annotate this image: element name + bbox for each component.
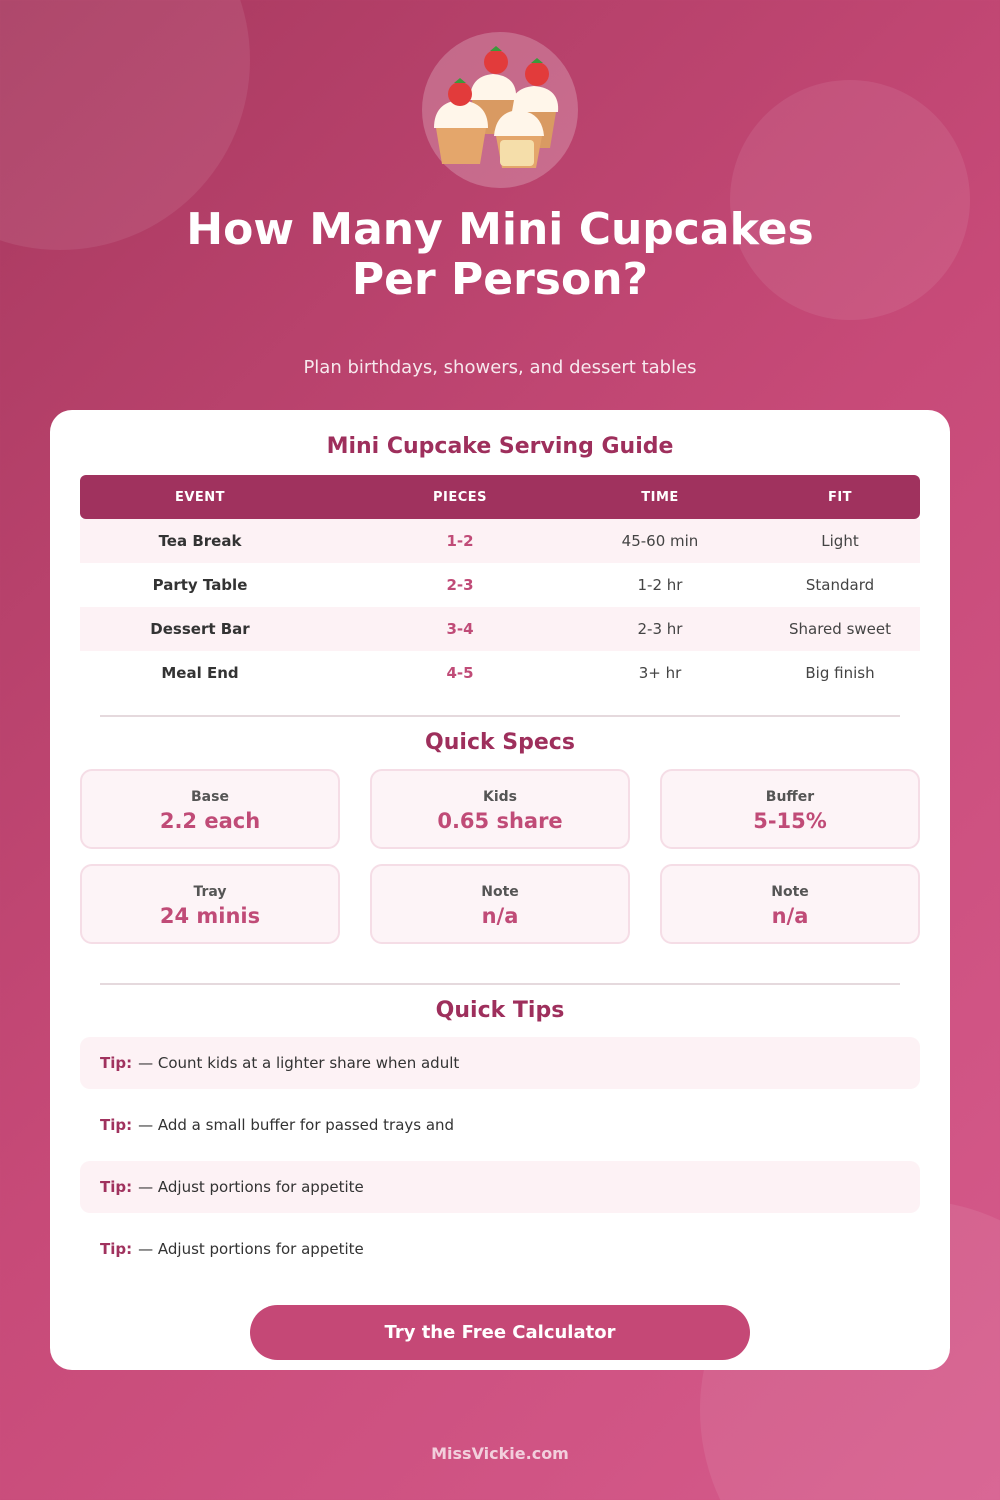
quick-tips-title: Quick Tips: [435, 998, 565, 1023]
spec-value: 5-15%: [753, 809, 827, 833]
spec-card: [370, 769, 630, 849]
tip-item: [80, 1099, 920, 1151]
spec-card: [80, 769, 340, 849]
tip-label: Tip:: [100, 1116, 133, 1134]
serving-table: [80, 475, 920, 695]
fit-cell: Light: [821, 532, 859, 550]
content-card: [50, 410, 950, 1370]
tip-label: Tip:: [100, 1240, 133, 1258]
page-title: How Many Mini Cupcakes Per Person?: [186, 204, 814, 305]
divider: [100, 983, 900, 985]
pieces-cell: 4-5: [446, 664, 474, 682]
time-cell: 3+ hr: [638, 664, 682, 682]
calculator-button[interactable]: Try the Free Calculator: [250, 1305, 750, 1360]
tip-text: — Count kids at a lighter share when adult: [138, 1054, 460, 1072]
spec-value: 24 minis: [159, 904, 261, 928]
serving-guide-title: Mini Cupcake Serving Guide: [326, 434, 674, 459]
spec-label: Tray: [193, 884, 227, 900]
footer-brand[interactable]: MissVickie.com: [431, 1444, 569, 1463]
time-cell: 1-2 hr: [637, 576, 683, 594]
cupcakes-icon: [422, 32, 578, 188]
column-header-fit: FIT: [827, 489, 853, 505]
table-row: [80, 607, 920, 651]
spec-label: Note: [481, 884, 519, 900]
table-row: [80, 519, 920, 563]
spec-card: [80, 864, 340, 944]
spec-card: [660, 769, 920, 849]
spec-value: n/a: [481, 904, 519, 928]
event-cell: Party Table: [152, 576, 248, 594]
event-cell: Tea Break: [158, 532, 242, 550]
quick-specs-title: Quick Specs: [425, 730, 575, 755]
column-header-pieces: PIECES: [432, 489, 488, 505]
spec-label: Base: [191, 789, 229, 805]
spec-value: n/a: [771, 904, 809, 928]
tip-label: Tip:: [100, 1178, 133, 1196]
spec-label: Note: [771, 884, 809, 900]
table-header: [80, 475, 920, 519]
spec-value: 2.2 each: [159, 809, 261, 833]
event-cell: Meal End: [161, 664, 239, 682]
spec-value: 0.65 share: [437, 809, 563, 833]
fit-cell: Big finish: [805, 664, 875, 682]
table-row: [80, 563, 920, 607]
pieces-cell: 1-2: [446, 532, 474, 550]
time-cell: 2-3 hr: [637, 620, 683, 638]
spec-card: [660, 864, 920, 944]
column-header-time: TIME: [641, 489, 679, 505]
spec-label: Buffer: [765, 789, 815, 805]
tip-text: — Adjust portions for appetite: [138, 1178, 364, 1196]
spec-label: Kids: [482, 789, 517, 805]
column-header-event: EVENT: [174, 489, 226, 505]
pieces-cell: 3-4: [446, 620, 474, 638]
tip-item: [80, 1161, 920, 1213]
spec-card: [370, 864, 630, 944]
tip-item: [80, 1223, 920, 1275]
event-cell: Dessert Bar: [150, 620, 250, 638]
pieces-cell: 2-3: [446, 576, 474, 594]
table-row: [80, 651, 920, 695]
tip-text: — Add a small buffer for passed trays and: [138, 1116, 455, 1134]
tip-item: [80, 1037, 920, 1089]
fit-cell: Standard: [805, 576, 875, 594]
tip-text: — Adjust portions for appetite: [138, 1240, 364, 1258]
fit-cell: Shared sweet: [789, 620, 891, 638]
tip-label: Tip:: [100, 1054, 133, 1072]
time-cell: 45-60 min: [621, 532, 699, 550]
divider: [100, 715, 900, 717]
page-subtitle: Plan birthdays, showers, and dessert tables: [303, 357, 697, 378]
